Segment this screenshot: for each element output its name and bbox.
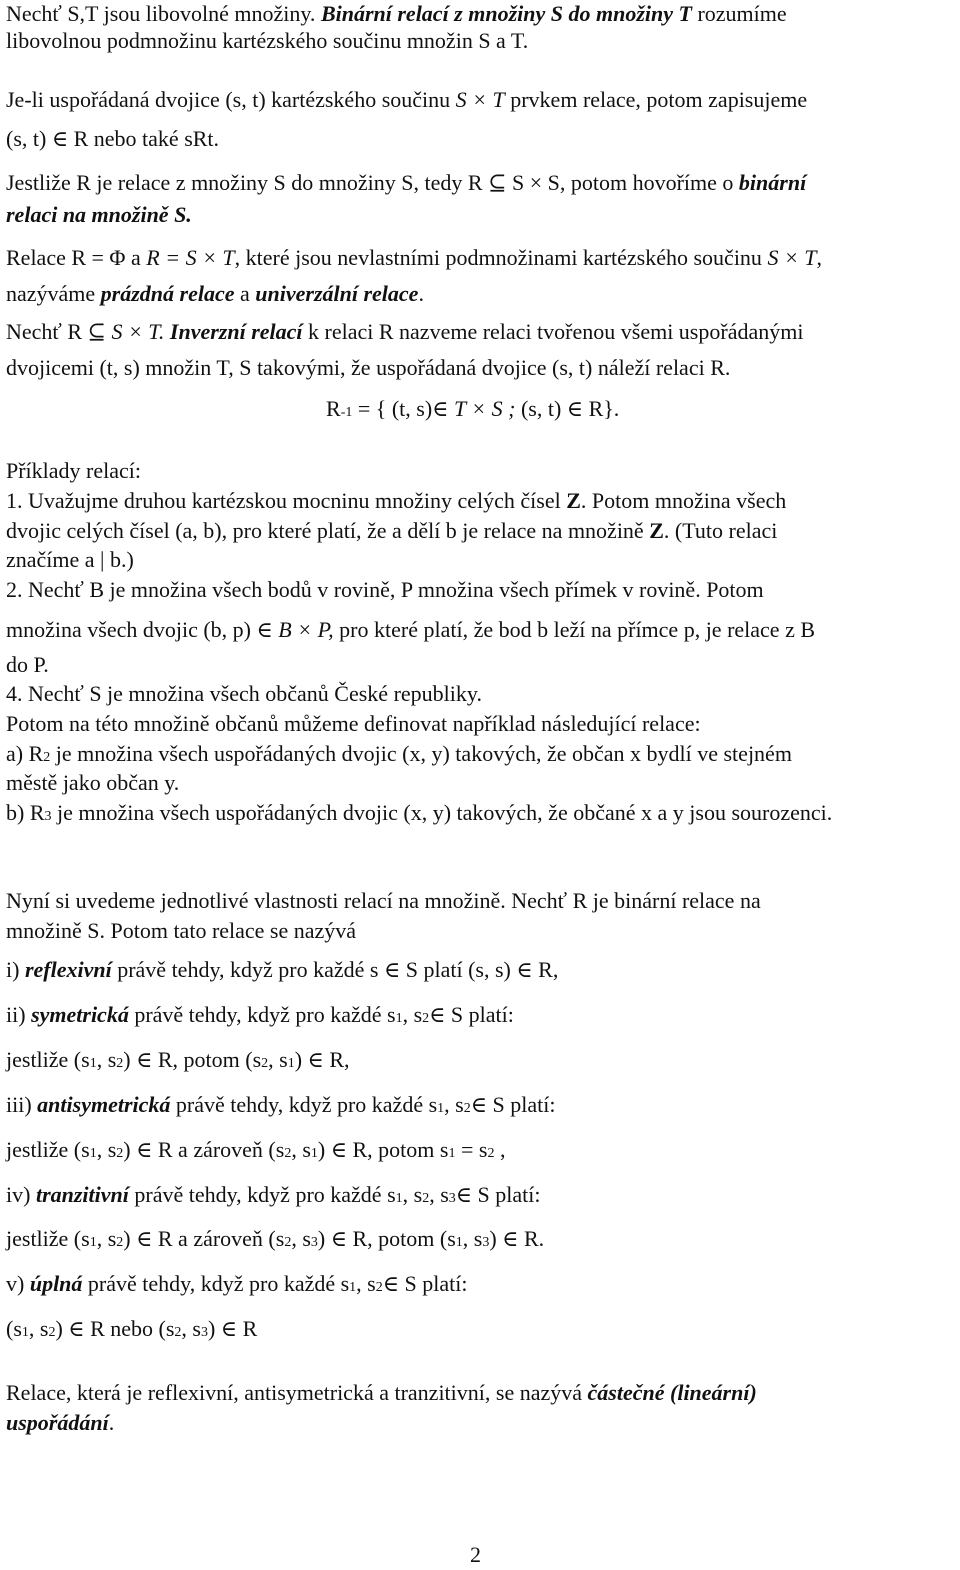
subscript: 1 [287,1056,295,1071]
property-symmetric [6,1001,514,1033]
text-run: , [816,245,823,270]
text-run: ) ∈ R a zároveň (s [123,1226,285,1251]
text-run: ) ∈ R nebo (s [55,1316,175,1341]
text-run: , s [181,1316,201,1341]
subscript: 1 [395,1191,403,1206]
text-run: jestliže (s [6,1137,90,1162]
text-run: ∈ S platí: [455,1182,541,1207]
notation-line-1 [6,86,807,114]
notation-line-2: (s, t) ∈ R nebo také sRt. [6,126,220,151]
subscript: 3 [482,1235,490,1250]
subscript: 3 [200,1325,208,1340]
text-run: ) ∈ R, potom (s [317,1226,456,1251]
page-number: 2 [470,1542,481,1567]
subscript: 2 [48,1325,56,1340]
text-run: = s [455,1137,488,1162]
properties-intro-line-2: množině S. Potom tato relace se nazývá [6,918,357,943]
text-run: právě tehdy, když pro každé s [128,1182,396,1207]
text-run: jestliže (s [6,1226,90,1251]
property-complete-condition [6,1315,257,1347]
text-run: , s [402,1002,423,1027]
text-run: rozumíme [691,1,787,26]
text-run: prvkem relace, potom zapisujeme [504,87,808,112]
text-run: ∈ S platí: [382,1271,468,1296]
text-run: je množina všech uspořádaných dvojic (x, y) takových, že občan x bydlí ve stejném [50,741,792,766]
subscript: 2 [116,1235,124,1250]
subscript: 2 [174,1325,182,1340]
text-run: = { (t, s)∈ [352,396,454,421]
subscript: 2 [487,1146,495,1161]
text-run: 1. Uvažujme druhou kartézskou mocninu množiny celých čísel [6,488,567,513]
text-run: , s [268,1047,288,1072]
text-run: množina všech dvojic (b, p) ∈ [6,617,279,642]
text-run: Jestliže R je relace z množiny S do množiny S, tedy R ⊆ S × S, potom hovoříme o [6,170,739,195]
math-product: S × T [455,87,505,112]
symbol-integers: Z [566,488,581,513]
text-run: , s [402,1182,423,1207]
subscript: 1 [455,1235,463,1250]
text-run: . (Tuto relaci [663,518,778,543]
text-run: Nechť S,T jsou libovolné množiny. [6,1,321,26]
subscript: 2 [284,1146,292,1161]
text-run: ii) [6,1002,32,1027]
text-run: . [108,1410,115,1435]
math-product: T × S ; [453,396,516,421]
inverse-relation-line-2: dvojicemi (t, s) množin T, S takovými, že uspořádaná dvojice (s, t) náleží relaci R. [6,355,731,380]
text-run: . Potom množina všech [580,488,787,513]
text-run: a [234,281,256,306]
text-run: Relace R = Φ a [6,245,147,270]
subscript: 3 [310,1235,318,1250]
text-run: iii) [6,1092,38,1117]
text-run: ∈ S platí: [429,1002,514,1027]
text-run: dvojic celých čísel (a, b), pro které platí, že a dělí b je relace na množině [6,518,650,543]
text-run: (s, t) ∈ R}. [515,396,620,421]
math-product: S × T [767,245,817,270]
text-run: b) R [6,800,45,825]
subscript: 1 [89,1146,97,1161]
property-symmetric-condition [6,1046,350,1078]
example-2-line-1: 2. Nechť B je množina všech bodů v rovině, P množina všech přímek v rovině. Potom [6,577,764,602]
relation-on-set-line-2: relaci na množině S. [6,202,192,227]
property-reflexive [6,956,558,984]
property-transitive-condition [6,1225,544,1257]
text-run: ∈ S platí: [470,1092,556,1117]
text-run: jestliže (s [6,1047,90,1072]
examples-heading: Příklady relací: [6,458,142,483]
property-complete [6,1270,467,1302]
symbol-integers: Z [649,518,664,543]
example-1-line-2 [6,517,777,545]
inverse-relation-formula [326,395,619,427]
text-run: ) ∈ R [207,1316,258,1341]
properties-intro-line-1: Nyní si uvedeme jednotlivé vlastnosti relací na množině. Nechť R je binární relace na [6,888,761,913]
text-run: právě tehdy, když pro každé s [82,1271,350,1296]
subscript: 2 [116,1056,124,1071]
subscript: 2 [375,1280,383,1295]
text-run: , s [291,1226,311,1251]
partial-order-line-2 [6,1409,114,1437]
text-run: Je-li uspořádaná dvojice (s, t) kartézského součinu [6,87,456,112]
text-run: v) [6,1271,30,1296]
text-run: právě tehdy, když pro každé s [128,1002,396,1027]
text-run: Relace, která je reflexivní, antisymetrická a tranzitivní, se nazývá [6,1380,588,1405]
math-product: S × T. [111,319,170,344]
term-binary-relation: Binární relací z množiny S do množiny T [320,1,692,26]
property-antisymmetric [6,1091,555,1123]
example-1-line-1 [6,487,786,515]
subscript: 3 [44,809,52,824]
subscript: 1 [310,1146,318,1161]
property-antisymmetric-condition [6,1136,505,1168]
definition-binary-relation-line-2: libovolnou podmnožinu kartézského součinu množin S a T. [6,28,529,53]
text-run: ) ∈ R, potom s [317,1137,449,1162]
term-transitive: tranzitivní [35,1182,129,1207]
subscript: 1 [21,1325,29,1340]
example-1-line-3: značíme a | b.) [6,547,134,572]
example-2-line-2 [6,616,815,644]
inverse-relation-line-1 [6,318,803,346]
text-run: , s [96,1047,117,1072]
subscript: 2 [422,1011,430,1026]
text-run: právě tehdy, když pro každé s ∈ S platí (s, s) ∈ R, [111,957,559,982]
text-run: ) ∈ R, potom (s [123,1047,262,1072]
subscript: -1 [340,405,353,420]
text-run: , s [291,1137,311,1162]
subscript: 1 [349,1280,357,1295]
text-run: Nechť R ⊆ [6,319,112,344]
term-partial-order: částečné (lineární) [587,1380,757,1405]
subscript: 1 [89,1056,97,1071]
term-binary: binární [738,170,807,195]
text-run: a) R [6,741,44,766]
empty-universal-line-2 [6,280,424,308]
example-2-line-3: do P. [6,652,49,677]
text-run: ) ∈ R a zároveň (s [123,1137,285,1162]
subscript: 2 [43,750,51,765]
term-empty-relation: prázdná relace [100,281,235,306]
term-reflexive: reflexivní [24,957,112,982]
text-run: i) [6,957,25,982]
empty-universal-line-1 [6,244,822,272]
term-ordering: uspořádání [6,1410,109,1435]
text-run: , s [444,1092,464,1117]
example-4-line-2: Potom na této množině občanů můžeme definovat například následující relace: [6,711,701,736]
term-antisymmetric: antisymetrická [37,1092,171,1117]
text-run: (s [6,1316,22,1341]
text-run: R [326,396,341,421]
text-run: ) ∈ R. [489,1226,545,1251]
text-run: ) ∈ R, [294,1047,350,1072]
subscript: 1 [437,1101,445,1116]
text-run: , [494,1137,506,1162]
subscript: 2 [116,1146,124,1161]
text-run: , které jsou nevlastními podmnožinami kartézského součinu [234,245,768,270]
example-4-line-1: 4. Nechť S je množina všech občanů České republiky. [6,681,482,706]
subscript: 3 [448,1191,456,1206]
subscript: 2 [284,1235,292,1250]
term-complete: úplná [29,1271,83,1296]
text-run: nazýváme [6,281,101,306]
math-expression: R = S × T [146,245,235,270]
text-run: pro které platí, že bod b leží na přímce p, je relace z B [333,617,816,642]
text-run: , s [462,1226,483,1251]
subscript: 2 [261,1056,269,1071]
property-transitive [6,1181,540,1213]
partial-order-line-1 [6,1379,757,1407]
text-run: je množina všech uspořádaných dvojic (x, y) takových, že občané x a y jsou sourozenci. [51,800,833,825]
term-symmetric: symetrická [31,1002,129,1027]
subscript: 1 [395,1011,403,1026]
text-run: , s [356,1271,376,1296]
subscript: 2 [463,1101,471,1116]
definition-binary-relation-line-1 [6,0,787,28]
text-run: iv) [6,1182,36,1207]
text-run: , s [429,1182,449,1207]
text-run: , s [96,1137,117,1162]
term-inverse-relation: Inverzní relací [169,319,303,344]
text-run: k relaci R nazveme relaci tvořenou všemi uspořádanými [302,319,804,344]
text-run: . [418,281,424,306]
text-run: právě tehdy, když pro každé s [170,1092,438,1117]
example-4b-line-1 [6,799,832,831]
math-product: B × P, [278,617,334,642]
text-run: , s [96,1226,117,1251]
term-universal-relation: univerzální relace [255,281,419,306]
text-run: , s [28,1316,49,1341]
example-4a-line-1 [6,740,792,772]
example-4a-line-2: městě jako občan y. [6,770,180,795]
subscript: 1 [448,1146,456,1161]
relation-on-set-line-1 [6,169,806,197]
subscript: 1 [89,1235,97,1250]
subscript: 2 [422,1191,430,1206]
